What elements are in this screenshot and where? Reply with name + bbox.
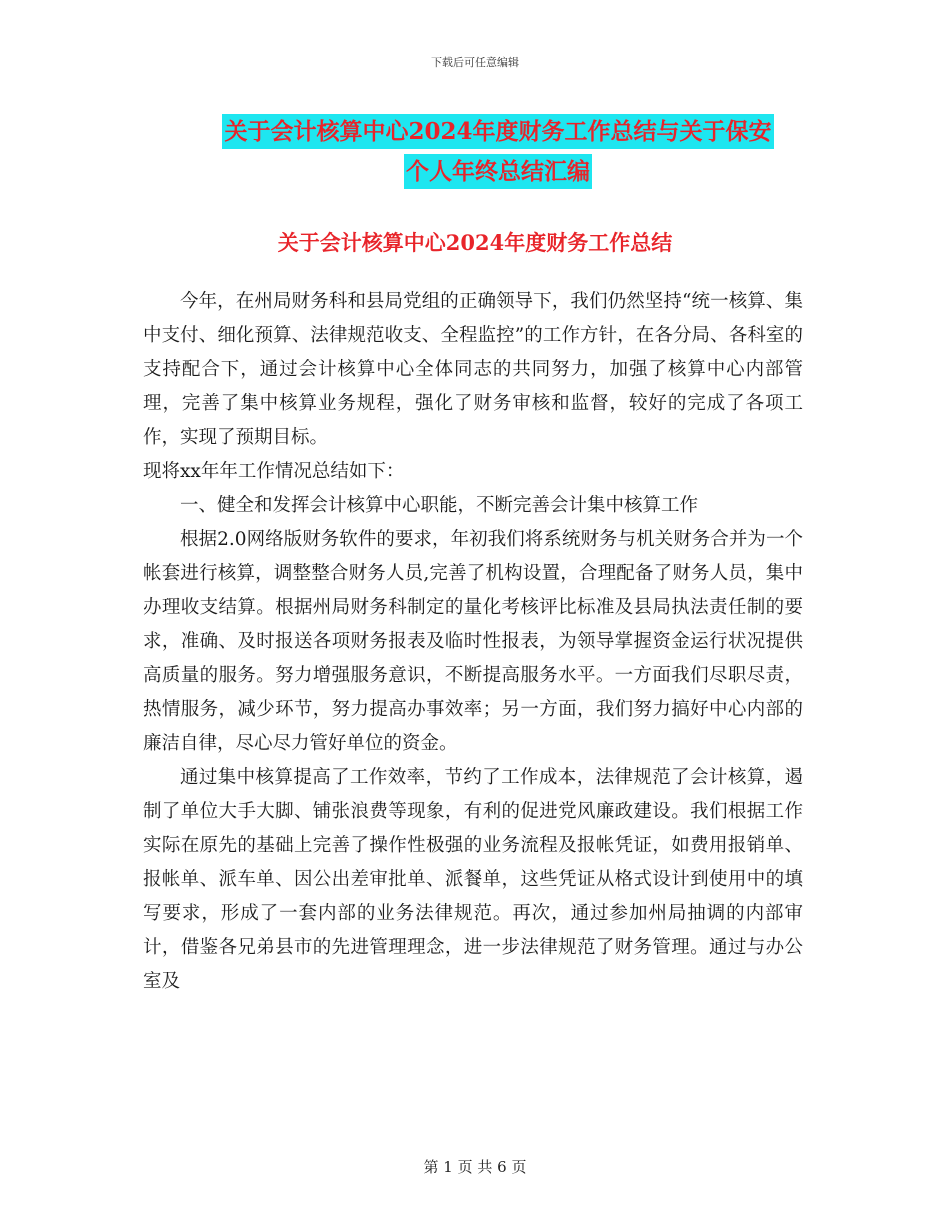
document-title-text-2: 个人年终总结汇编 (404, 154, 592, 189)
section-title: 关于会计核算中心2024年度财务工作总结 (277, 230, 673, 255)
paragraph: 今年，在州局财务科和县局党组的正确领导下，我们仍然坚持“统一核算、集中支付、细化预算、法律规范收支、全程监控”的工作方针，在各分局、各科室的支持配合下，通过会计核算中心全体同志的共同努力，加强了核算中心内部管理，完善了集中核算业务规程，强化了财务审核和监督，较好的完成了各项工作，实现了预期目标。 (143, 291, 803, 448)
document-title-line-1 (188, 120, 808, 143)
body-text (143, 285, 803, 999)
document-title-line-2 (188, 160, 808, 183)
paragraph: 根据2.0网络版财务软件的要求，年初我们将系统财务与机关财务合并为一个帐套进行核算，调整整合财务人员,完善了机构设置，合理配备了财务人员，集中办理收支结算。根据州局财务科制定的量化考核评比标准及县局执法责任制的要求，准确、及时报送各项财务报表及临时性报表，为领导掌握资金运行状况提供高质量的服务。努力增强服务意识，不断提高服务水平。一方面我们尽职尽责，热情服务，减少环节，努力提高办事效率；另一方面，我们努力搞好中心内部的廉洁自律，尽心尽力管好单位的资金。 (143, 529, 803, 754)
page-number: 第 1 页 共 6 页 (423, 1158, 527, 1176)
header-note: 下载后可任意编辑 (431, 56, 519, 69)
document-title-text-1: 关于会计核算中心2024年度财务工作总结与关于保安 (222, 114, 773, 149)
paragraph: 通过集中核算提高了工作效率，节约了工作成本，法律规范了会计核算，遏制了单位大手大脚、铺张浪费等现象，有利的促进党风廉政建设。我们根据工作实际在原先的基础上完善了操作性极强的业务流程及报帐凭证，如费用报销单、报帐单、派车单、因公出差审批单、派餐单，这些凭证从格式设计到使用中的填写要求，形成了一套内部的业务法律规范。再次，通过参加州局抽调的内部审计，借鉴各兄弟县市的先进管理理念，进一步法律规范了财务管理。通过与办公室及 (143, 767, 803, 992)
section-heading: 一、健全和发挥会计核算中心职能，不断完善会计集中核算工作 (180, 495, 699, 516)
paragraph: 现将xx年年工作情况总结如下： (143, 461, 405, 482)
